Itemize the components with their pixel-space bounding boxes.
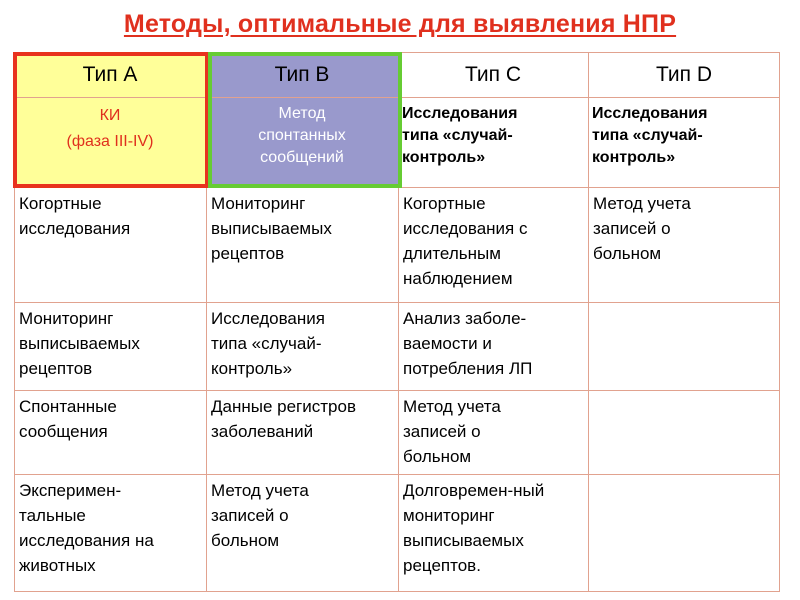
cell-line: больном <box>211 531 280 550</box>
table-cell <box>398 474 588 591</box>
cell-line: рецептов <box>211 244 285 263</box>
table-cell <box>588 187 780 302</box>
slide-title: Методы, оптимальные для выявления НПР <box>123 10 677 38</box>
cell-line: Долговремен-ный <box>403 481 545 500</box>
subheader-line: контроль» <box>592 149 676 166</box>
cell-line: типа «случай- <box>211 334 322 353</box>
subheader-line: Исследования <box>592 105 708 122</box>
header-type-c: Тип С <box>464 63 521 86</box>
cell-line: рецептов. <box>403 556 481 575</box>
table-cell <box>398 302 588 390</box>
subheader-line: КИ <box>99 107 121 124</box>
table-cell <box>14 390 206 474</box>
cell-line: Спонтанные <box>19 397 117 416</box>
cell-line: Мониторинг <box>211 194 306 213</box>
subheader-type-c <box>398 97 588 187</box>
header-type-b: Тип В <box>274 63 330 86</box>
table-cell <box>206 474 398 591</box>
cell-line: Когортные <box>19 194 102 213</box>
cell-line: Метод учета <box>593 194 691 213</box>
subheader-line: (фаза III-IV) <box>66 133 154 150</box>
grid-line <box>14 591 780 592</box>
cell-line: Метод учета <box>211 481 309 500</box>
cell-line: больном <box>593 244 662 263</box>
subheader-line: Метод <box>278 105 326 122</box>
type-b-highlight-frame <box>208 52 402 188</box>
subheader-line: контроль» <box>402 149 486 166</box>
cell-line: записей о <box>211 506 289 525</box>
cell-line: заболеваний <box>211 422 314 441</box>
cell-line: длительным <box>403 244 501 263</box>
cell-line: Исследования <box>211 309 325 328</box>
cell-line: сообщения <box>19 422 108 441</box>
cell-line: наблюдением <box>403 269 513 288</box>
cell-line: Эксперимен- <box>19 481 122 500</box>
cell-line: исследования с <box>403 219 528 238</box>
table-cell <box>398 187 588 302</box>
table-cell <box>14 187 206 302</box>
cell-line: Метод учета <box>403 397 501 416</box>
table-cell <box>14 474 206 591</box>
table-cell <box>206 390 398 474</box>
cell-line: исследования на <box>19 531 154 550</box>
subheader-line: типа «случай- <box>592 127 703 144</box>
cell-line: мониторинг <box>403 506 495 525</box>
cell-line: выписываемых <box>403 531 524 550</box>
cell-line: Данные регистров <box>211 397 356 416</box>
table-cell <box>206 187 398 302</box>
subheader-line: типа «случай- <box>402 127 513 144</box>
subheader-line: Исследования <box>402 105 518 122</box>
cell-line: Мониторинг <box>19 309 114 328</box>
cell-line: исследования <box>19 219 131 238</box>
cell-line: рецептов <box>19 359 93 378</box>
cell-line: выписываемых <box>211 219 332 238</box>
header-type-d: Тип D <box>655 63 712 86</box>
table-cell <box>14 302 206 390</box>
cell-line: записей о <box>403 422 481 441</box>
cell-line: животных <box>19 556 96 575</box>
cell-line: Когортные <box>403 194 486 213</box>
subheader-type-d <box>588 97 780 187</box>
cell-line: Анализ заболе- <box>403 309 527 328</box>
subheader-line: сообщений <box>260 149 344 166</box>
type-a-highlight-frame <box>13 52 209 188</box>
cell-line: тальные <box>19 506 86 525</box>
cell-line: больном <box>403 447 472 466</box>
cell-line: контроль» <box>211 359 293 378</box>
cell-line: ваемости и <box>403 334 492 353</box>
cell-line: выписываемых <box>19 334 140 353</box>
table-cell <box>398 390 588 474</box>
cell-line: потребления ЛП <box>403 359 533 378</box>
subheader-line: спонтанных <box>258 127 346 144</box>
table-cell <box>206 302 398 390</box>
methods-table <box>14 52 780 592</box>
cell-line: записей о <box>593 219 671 238</box>
header-type-a: Тип А <box>82 63 138 86</box>
